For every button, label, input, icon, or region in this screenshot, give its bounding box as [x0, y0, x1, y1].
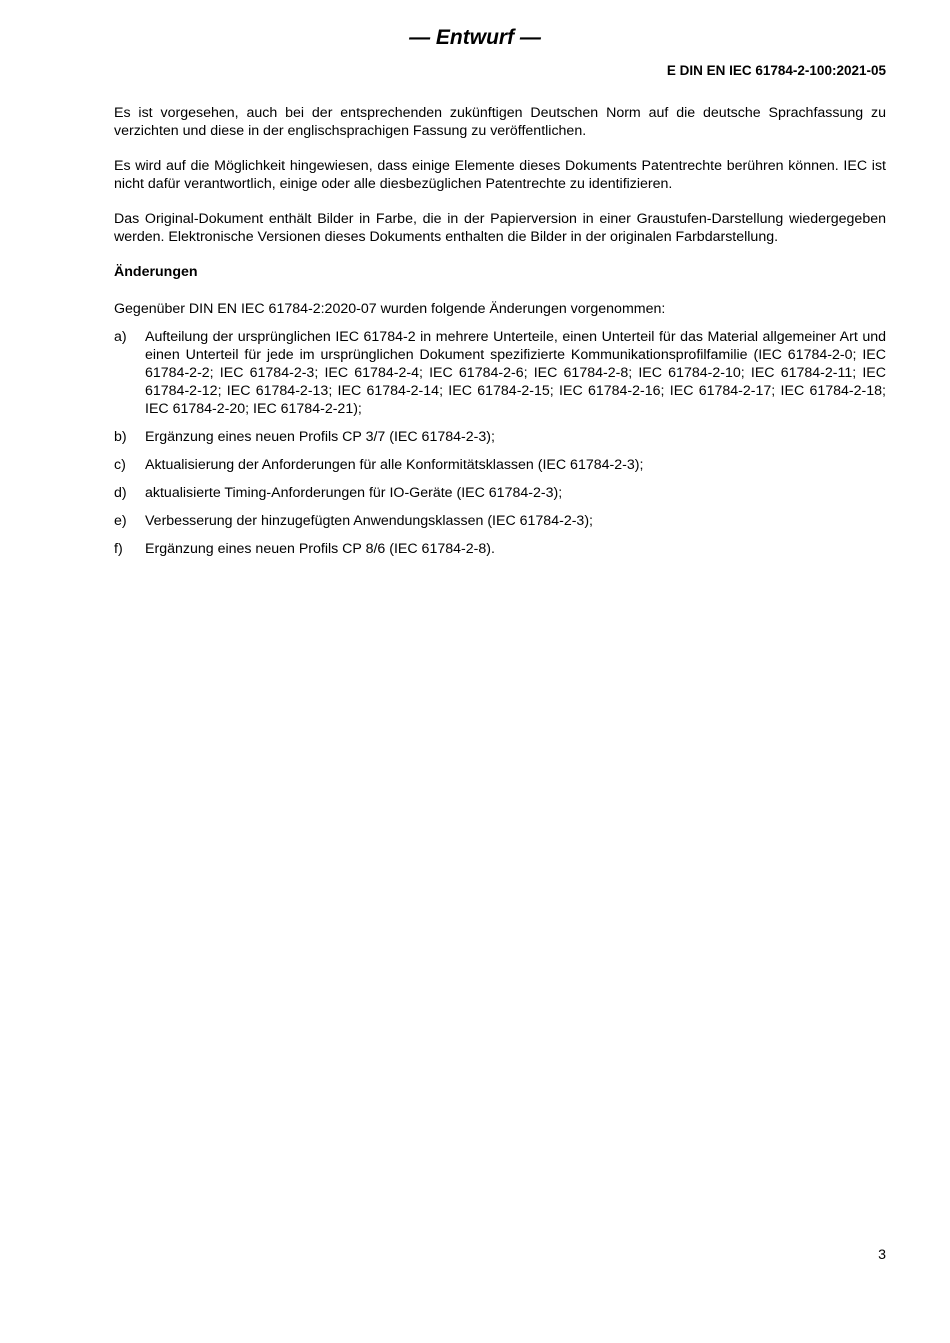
document-id: E DIN EN IEC 61784-2-100:2021-05 — [666, 63, 886, 78]
list-marker: c) — [114, 457, 126, 473]
section-heading-changes: Änderungen — [114, 264, 198, 280]
list-item — [114, 428, 886, 446]
draft-title: — Entwurf — — [409, 26, 541, 49]
list-item-text: Ergänzung eines neuen Profils CP 3/7 (IEC 61784-2-3); — [145, 429, 495, 445]
list-marker: f) — [114, 541, 123, 557]
page-content — [114, 104, 886, 568]
list-item-text: Verbesserung der hinzugefügten Anwendungsklassen (IEC 61784-2-3); — [145, 513, 593, 529]
changes-list — [114, 328, 886, 558]
list-item — [114, 328, 886, 418]
list-marker: a) — [114, 329, 127, 345]
list-marker: b) — [114, 429, 127, 445]
list-item — [114, 540, 886, 558]
paragraph-language-note: Es ist vorgesehen, auch bei der entsprechenden zukünftigen Deutschen Norm auf die deutsche Sprachfassung zu verzichten und diese in der englischsprachigen Fassung zu veröffentlichen. — [114, 105, 886, 139]
list-marker: e) — [114, 513, 127, 529]
list-item — [114, 456, 886, 474]
paragraph-patent-note: Es wird auf die Möglichkeit hingewiesen, dass einige Elemente dieses Dokuments Patentrechte berühren können. IEC ist nicht dafür verantwortlich, einige oder alle diesbezüglichen Patentrechte zu identifizieren. — [114, 158, 886, 192]
list-item-text: aktualisierte Timing-Anforderungen für IO-Geräte (IEC 61784-2-3); — [145, 485, 563, 501]
changes-intro: Gegenüber DIN EN IEC 61784-2:2020-07 wurden folgende Änderungen vorgenommen: — [114, 301, 666, 317]
list-item — [114, 484, 886, 502]
list-item-text: Aufteilung der ursprünglichen IEC 61784-2 in mehrere Unterteile, einen Unterteil für das Material allgemeiner Art und einen Unterteil für jede im ursprünglichen Dokument spezifizierte Kommunikationsprofilfamilie (IEC 61784-2-0; IEC 61784-2-2; IEC 61784-2-3; IEC 61784-2-4; IEC 61784-2-6; IEC 61784-2-8; IEC 61784-2-10; IEC 61784-2-11; IEC 61784-2-12; IEC 61784-2-13; IEC 61784-2-14; IEC 61784-2-15; IEC 61784-2-16; IEC 61784-2-17; IEC 61784-2-18; IEC 61784-2-20; IEC 61784-2-21); — [145, 329, 886, 417]
list-item-text: Ergänzung eines neuen Profils CP 8/6 (IEC 61784-2-8). — [145, 541, 495, 557]
page-number: 3 — [878, 1247, 886, 1263]
list-item — [114, 512, 886, 530]
list-marker: d) — [114, 485, 127, 501]
paragraph-color-note: Das Original-Dokument enthält Bilder in Farbe, die in der Papierversion in einer Graustufen-Darstellung wiedergegeben werden. Elektronische Versionen dieses Dokuments enthalten die Bilder in der originalen Farbdarstellung. — [114, 211, 886, 245]
list-item-text: Aktualisierung der Anforderungen für alle Konformitätsklassen (IEC 61784-2-3); — [145, 457, 644, 473]
